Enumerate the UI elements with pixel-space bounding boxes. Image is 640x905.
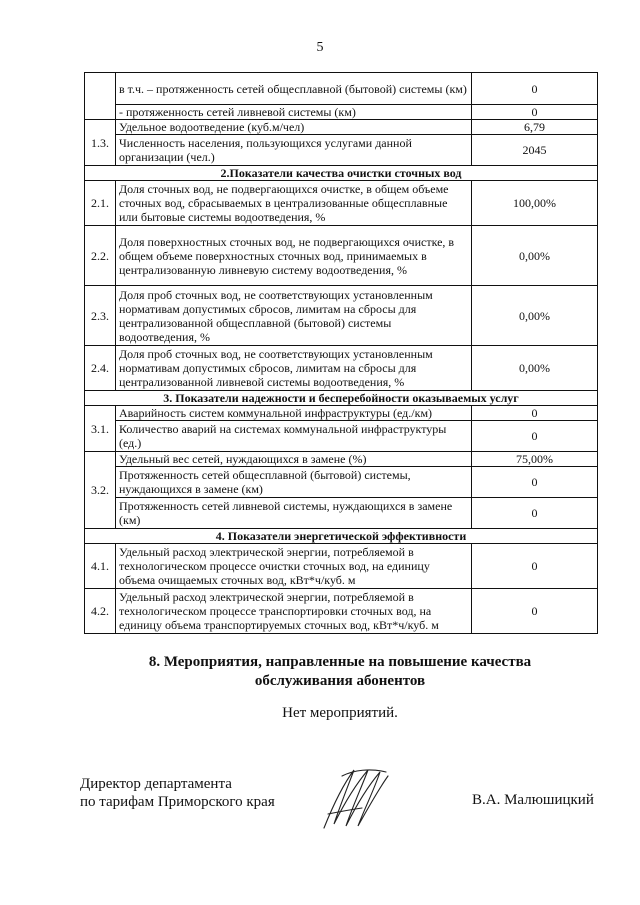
row-number: 4.2. — [85, 589, 116, 634]
row-number: 2.1. — [85, 181, 116, 226]
table-row — [85, 498, 598, 529]
signer-position-line1: Директор департамента — [80, 776, 232, 792]
indicator-text: Протяженность сетей общесплавной (бытовой) системы, нуждающихся в замене (км) — [116, 467, 472, 498]
row-number: 2.4. — [85, 346, 116, 391]
indicator-value: 2045 — [472, 135, 598, 166]
section-header-row — [85, 391, 598, 406]
indicator-value: 0 — [472, 589, 598, 634]
table-row — [85, 544, 598, 589]
indicator-value: 0 — [472, 73, 598, 105]
indicator-text: Доля проб сточных вод, не соответствующих установленным нормативам допустимых сбросов, лимитам на сбросы для централизованной ливневой системы водоотведения, % — [116, 346, 472, 391]
signature-icon — [318, 764, 394, 834]
table-row — [85, 135, 598, 166]
section-8-title — [0, 653, 640, 691]
indicator-value: 0,00% — [472, 286, 598, 346]
section-header: 2.Показатели качества очистки сточных вод — [85, 166, 598, 181]
indicator-value: 0 — [472, 467, 598, 498]
section-header-row — [85, 529, 598, 544]
table-row — [85, 120, 598, 135]
indicator-text: Удельный расход электрической энергии, потребляемой в технологическом процессе транспортировки сточных вод, на единицу объема транспортируемых сточных вод, кВт*ч/куб. м — [116, 589, 472, 634]
indicator-text: Удельный вес сетей, нуждающихся в замене (%) — [116, 452, 472, 467]
page-number: 5 — [316, 40, 324, 55]
table-row — [85, 105, 598, 120]
indicator-value: 100,00% — [472, 181, 598, 226]
row-number: 3.2. — [85, 452, 116, 529]
table-row — [85, 421, 598, 452]
indicator-text: - протяженность сетей ливневой системы (км) — [116, 105, 472, 120]
indicator-text: Доля проб сточных вод, не соответствующих установленным нормативам допустимых сбросов, лимитам на сбросы для централизованной общесплавной (бытовой) системы водоотведения, % — [116, 286, 472, 346]
indicator-text: Удельное водоотведение (куб.м/чел) — [116, 120, 472, 135]
table-row — [85, 467, 598, 498]
row-number: 3.1. — [85, 406, 116, 452]
table-row — [85, 406, 598, 421]
indicator-text: в т.ч. – протяженность сетей общесплавной (бытовой) системы (км) — [116, 73, 472, 105]
table-row — [85, 181, 598, 226]
indicator-value: 0 — [472, 498, 598, 529]
signer-position — [80, 775, 275, 811]
table-row — [85, 346, 598, 391]
row-number: 1.3. — [85, 120, 116, 166]
row-number — [85, 73, 116, 120]
table-row — [85, 286, 598, 346]
row-number: 2.3. — [85, 286, 116, 346]
row-number: 4.1. — [85, 544, 116, 589]
section-header-row — [85, 166, 598, 181]
indicator-value: 0 — [472, 421, 598, 452]
indicator-value: 0 — [472, 406, 598, 421]
section-header: 4. Показатели энергетической эффективности — [85, 529, 598, 544]
no-measures-text: Нет мероприятий. — [282, 705, 398, 721]
indicator-value: 0,00% — [472, 226, 598, 286]
indicator-value: 6,79 — [472, 120, 598, 135]
indicator-value: 0 — [472, 105, 598, 120]
indicators-table — [84, 72, 598, 634]
indicator-value: 75,00% — [472, 452, 598, 467]
table-row — [85, 589, 598, 634]
signer-name: В.А. Малюшицкий — [472, 792, 594, 808]
indicator-text: Протяженность сетей ливневой системы, нуждающихся в замене (км) — [116, 498, 472, 529]
section-8-title-line1: 8. Мероприятия, направленные на повышение качества — [148, 654, 532, 670]
section-header: 3. Показатели надежности и бесперебойности оказываемых услуг — [85, 391, 598, 406]
section-8-title-line2: обслуживания абонентов — [254, 673, 426, 689]
indicator-value: 0 — [472, 544, 598, 589]
indicator-text: Доля поверхностных сточных вод, не подвергающихся очистке, в общем объеме поверхностных сточных вод, принимаемых в централизованную ливневую систему водоотведения, % — [116, 226, 472, 286]
indicator-text: Удельный расход электрической энергии, потребляемой в технологическом процессе очистки сточных вод, на единицу объема очищаемых сточных вод, кВт*ч/куб. м — [116, 544, 472, 589]
table-row — [85, 452, 598, 467]
indicator-text: Аварийность систем коммунальной инфраструктуры (ед./км) — [116, 406, 472, 421]
indicator-value: 0,00% — [472, 346, 598, 391]
indicator-text: Количество аварий на системах коммунальной инфраструктуры (ед.) — [116, 421, 472, 452]
table-row — [85, 73, 598, 105]
indicator-text: Доля сточных вод, не подвергающихся очистке, в общем объеме сточных вод, сбрасываемых в централизованные общесплавные или бытовые системы водоотведения, % — [116, 181, 472, 226]
signer-position-line2: по тарифам Приморского края — [80, 794, 275, 810]
table-row — [85, 226, 598, 286]
indicator-text: Численность населения, пользующихся услугами данной организации (чел.) — [116, 135, 472, 166]
row-number: 2.2. — [85, 226, 116, 286]
